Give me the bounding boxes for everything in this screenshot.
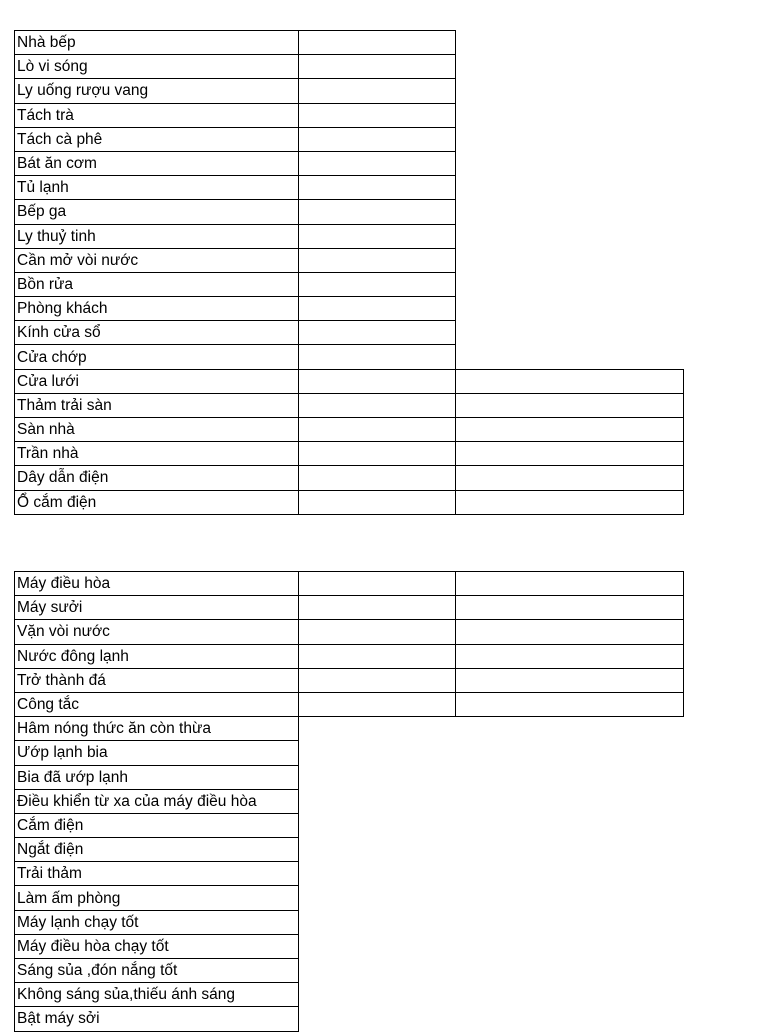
blank-area	[456, 321, 684, 345]
blank-area	[456, 934, 684, 958]
answer-cell	[456, 644, 684, 668]
table-row	[15, 959, 684, 983]
vocabulary-table-1	[14, 30, 684, 515]
table-row	[15, 127, 684, 151]
table-row	[15, 741, 684, 765]
blank-area	[456, 741, 684, 765]
answer-cell	[299, 151, 456, 175]
term-cell: Ngắt điện	[15, 838, 299, 862]
table-row	[15, 490, 684, 514]
term-cell: Trải thảm	[15, 862, 299, 886]
term-cell: Bia đã ướp lạnh	[15, 765, 299, 789]
term-cell: Dây dẫn điện	[15, 466, 299, 490]
blank-area	[299, 959, 456, 983]
term-cell: Trở thành đá	[15, 668, 299, 692]
answer-cell	[456, 466, 684, 490]
table-row	[15, 862, 684, 886]
table-row	[15, 200, 684, 224]
term-cell: Tách cà phê	[15, 127, 299, 151]
answer-cell	[456, 692, 684, 716]
answer-cell	[456, 668, 684, 692]
answer-cell	[299, 224, 456, 248]
vocabulary-table-2	[14, 571, 684, 1032]
answer-cell	[299, 572, 456, 596]
table-row	[15, 79, 684, 103]
table-row	[15, 297, 684, 321]
blank-area	[299, 838, 456, 862]
term-cell: Lò vi sóng	[15, 55, 299, 79]
term-cell: Ổ cắm điện	[15, 490, 299, 514]
answer-cell	[299, 692, 456, 716]
table-row	[15, 418, 684, 442]
term-cell: Làm ấm phòng	[15, 886, 299, 910]
term-cell: Nhà bếp	[15, 31, 299, 55]
blank-area	[299, 886, 456, 910]
term-cell: Cửa lưới	[15, 369, 299, 393]
term-cell: Máy sưởi	[15, 596, 299, 620]
table-row	[15, 345, 684, 369]
table-row	[15, 572, 684, 596]
blank-area	[456, 717, 684, 741]
table-row	[15, 224, 684, 248]
answer-cell	[456, 620, 684, 644]
table-row	[15, 442, 684, 466]
blank-area	[456, 224, 684, 248]
blank-area	[456, 151, 684, 175]
blank-area	[456, 789, 684, 813]
blank-area	[299, 910, 456, 934]
answer-cell	[299, 466, 456, 490]
answer-cell	[456, 490, 684, 514]
table-row	[15, 910, 684, 934]
blank-area	[299, 813, 456, 837]
term-cell: Công tắc	[15, 692, 299, 716]
term-cell: Thảm trải sàn	[15, 393, 299, 417]
blank-area	[456, 765, 684, 789]
table-row	[15, 1007, 684, 1031]
blank-area	[299, 862, 456, 886]
term-cell: Bồn rửa	[15, 272, 299, 296]
blank-area	[456, 983, 684, 1007]
blank-area	[456, 31, 684, 55]
table-row	[15, 596, 684, 620]
answer-cell	[299, 272, 456, 296]
table-row	[15, 934, 684, 958]
answer-cell	[299, 55, 456, 79]
answer-cell	[299, 668, 456, 692]
term-cell: Nước đông lạnh	[15, 644, 299, 668]
answer-cell	[299, 596, 456, 620]
term-cell: Điều khiển từ xa của máy điều hòa	[15, 789, 299, 813]
table-row	[15, 248, 684, 272]
term-cell: Máy điều hòa chạy tốt	[15, 934, 299, 958]
answer-cell	[299, 79, 456, 103]
answer-cell	[299, 644, 456, 668]
blank-area	[456, 55, 684, 79]
table-row	[15, 31, 684, 55]
term-cell: Không sáng sủa,thiếu ánh sáng	[15, 983, 299, 1007]
term-cell: Ướp lạnh bia	[15, 741, 299, 765]
table-row	[15, 668, 684, 692]
term-cell: Ly thuỷ tinh	[15, 224, 299, 248]
table-row	[15, 789, 684, 813]
answer-cell	[299, 297, 456, 321]
term-cell: Máy lạnh chạy tốt	[15, 910, 299, 934]
blank-area	[456, 1007, 684, 1031]
blank-area	[456, 910, 684, 934]
blank-area	[456, 862, 684, 886]
answer-cell	[299, 393, 456, 417]
table-row	[15, 393, 684, 417]
answer-cell	[456, 393, 684, 417]
table-row	[15, 644, 684, 668]
blank-area	[299, 983, 456, 1007]
blank-area	[299, 741, 456, 765]
term-cell: Bếp ga	[15, 200, 299, 224]
blank-area	[456, 79, 684, 103]
answer-cell	[456, 369, 684, 393]
blank-area	[456, 272, 684, 296]
term-cell: Trần nhà	[15, 442, 299, 466]
blank-area	[456, 813, 684, 837]
term-cell: Vặn vòi nước	[15, 620, 299, 644]
table-row	[15, 717, 684, 741]
blank-area	[299, 765, 456, 789]
blank-area	[299, 717, 456, 741]
answer-cell	[299, 200, 456, 224]
term-cell: Cần mở vòi nước	[15, 248, 299, 272]
table-row	[15, 813, 684, 837]
table-row	[15, 692, 684, 716]
answer-cell	[456, 572, 684, 596]
answer-cell	[299, 442, 456, 466]
answer-cell	[299, 418, 456, 442]
blank-area	[456, 176, 684, 200]
answer-cell	[299, 31, 456, 55]
term-cell: Hâm nóng thức ăn còn thừa	[15, 717, 299, 741]
term-cell: Sàn nhà	[15, 418, 299, 442]
answer-cell	[299, 321, 456, 345]
blank-area	[456, 838, 684, 862]
table-row	[15, 466, 684, 490]
answer-cell	[299, 369, 456, 393]
term-cell: Bật máy sởi	[15, 1007, 299, 1031]
blank-area	[456, 103, 684, 127]
term-cell: Cắm điện	[15, 813, 299, 837]
answer-cell	[299, 345, 456, 369]
blank-area	[456, 886, 684, 910]
blank-area	[456, 127, 684, 151]
table-row	[15, 151, 684, 175]
term-cell: Sáng sủa ,đón nắng tốt	[15, 959, 299, 983]
term-cell: Kính cửa sổ	[15, 321, 299, 345]
blank-area	[456, 959, 684, 983]
answer-cell	[299, 248, 456, 272]
blank-area	[456, 200, 684, 224]
table-row	[15, 369, 684, 393]
term-cell: Máy điều hòa	[15, 572, 299, 596]
table-row	[15, 765, 684, 789]
answer-cell	[299, 176, 456, 200]
blank-area	[299, 934, 456, 958]
table-row	[15, 838, 684, 862]
blank-area	[299, 1007, 456, 1031]
term-cell: Cửa chớp	[15, 345, 299, 369]
blank-area	[299, 789, 456, 813]
answer-cell	[299, 490, 456, 514]
answer-cell	[456, 418, 684, 442]
term-cell: Tủ lạnh	[15, 176, 299, 200]
answer-cell	[299, 127, 456, 151]
answer-cell	[299, 103, 456, 127]
term-cell: Phòng khách	[15, 297, 299, 321]
table-row	[15, 176, 684, 200]
table-row	[15, 272, 684, 296]
blank-area	[456, 248, 684, 272]
term-cell: Tách trà	[15, 103, 299, 127]
table-row	[15, 55, 684, 79]
blank-area	[456, 345, 684, 369]
table-row	[15, 620, 684, 644]
blank-area	[456, 297, 684, 321]
term-cell: Ly uống rượu vang	[15, 79, 299, 103]
table-row	[15, 886, 684, 910]
answer-cell	[456, 596, 684, 620]
term-cell: Bát ăn cơm	[15, 151, 299, 175]
table-row	[15, 983, 684, 1007]
table-row	[15, 321, 684, 345]
answer-cell	[299, 620, 456, 644]
answer-cell	[456, 442, 684, 466]
table-row	[15, 103, 684, 127]
